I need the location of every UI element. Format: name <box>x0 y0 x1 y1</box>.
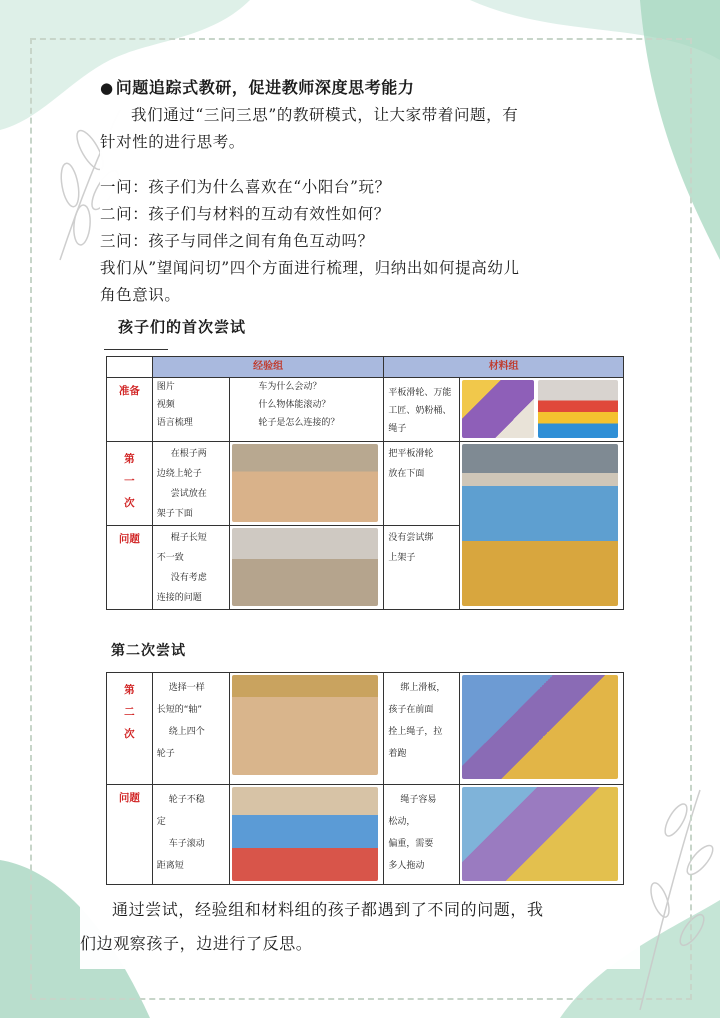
cell-line: 选择一样 <box>168 683 205 693</box>
first-try-title <box>118 316 246 337</box>
second-exp-photo-cell <box>230 673 384 785</box>
cell-line: 松动， <box>388 817 416 827</box>
question-1: 一问：孩子们为什么喜欢在“小阳台”玩？ <box>100 178 391 196</box>
title-underline <box>104 349 168 350</box>
first-try-table <box>106 356 624 610</box>
cell-line: 孩子在前面 <box>388 705 434 715</box>
second-try-table <box>106 672 624 885</box>
cell-line: 棍子长短 <box>170 533 207 543</box>
cell-line: 架子下面 <box>156 509 193 519</box>
cell-line: 长短的“轴” <box>156 705 203 715</box>
cell-line: 没有考虑 <box>170 573 207 583</box>
prep-materials: 平板滑轮、万能工匠、奶粉桶、绳子 <box>384 378 460 442</box>
summary-line: 我们从”望闻问切”四个方面进行梳理，归纳出如何提高幼儿 <box>100 259 520 277</box>
first-issue-exp <box>152 526 230 610</box>
second-issue-exp <box>152 785 230 885</box>
outro-line-cont: 们边观察孩子，边进行了反思。 <box>80 934 313 953</box>
second-issue-mat-photo-cell <box>460 785 624 885</box>
intro-paragraph-cont: 针对性的进行思考。 <box>100 133 245 151</box>
question-3: 三问：孩子与同伴之间有角色互动吗？ <box>100 232 374 250</box>
children-playground-photo <box>462 444 618 606</box>
bullet-icon: ● <box>100 79 114 97</box>
cell-line: 把平板滑轮 <box>388 449 434 459</box>
first-try-title-text: 孩子们的首次尝试 <box>118 318 247 336</box>
first-mat-text <box>384 442 460 526</box>
cell-line: 绕上四个 <box>168 727 205 737</box>
second-issue-photo-cell <box>230 785 384 885</box>
cell-line: 在根子两 <box>170 449 207 459</box>
first-exp-photo-cell <box>230 442 384 526</box>
header-experience-group: 经验组 <box>152 357 384 378</box>
first-exp-text <box>152 442 230 526</box>
row-label-char: 二 <box>124 706 135 718</box>
cell-line: 边绕上轮子 <box>156 469 202 479</box>
cell-line: 着跑 <box>388 749 407 759</box>
cell-line: 定 <box>156 817 166 827</box>
cell-line: 不一致 <box>156 553 184 563</box>
prep-question: 轮子是怎么连接的？ <box>258 418 340 428</box>
cell-line: 连接的问题 <box>156 593 202 603</box>
cell-line: 轮子不稳 <box>168 795 205 805</box>
materials-photo <box>462 380 534 438</box>
prep-question: 什么物体能滚动？ <box>258 400 331 410</box>
first-mat-photo-cell <box>459 442 623 610</box>
children-indoor-photo <box>232 528 378 606</box>
children-building-photo <box>232 444 378 522</box>
cell-line: 绑上滑板， <box>400 683 446 693</box>
cell-line: 拴上绳子，拉 <box>388 727 443 737</box>
row-label-char: 次 <box>124 728 135 740</box>
cell-line: 多人拖动 <box>388 861 425 871</box>
children-pulling-photo <box>462 675 618 779</box>
cell-line: 上架子 <box>388 553 416 563</box>
row-label-char: 第 <box>124 684 135 696</box>
cell-line: 轮子 <box>156 749 175 759</box>
first-issue-mat <box>384 526 460 610</box>
row-label-second <box>107 673 153 785</box>
row-label-char: 第 <box>124 453 135 465</box>
second-exp-text <box>152 673 230 785</box>
cell-line: 尝试放在 <box>170 489 207 499</box>
intro-section <box>100 74 640 304</box>
cell-line: 偏重，需要 <box>388 839 434 849</box>
second-try-title: 第二次尝试 <box>111 643 186 659</box>
row-label-char: 一 <box>124 475 135 487</box>
header-material-group: 材料组 <box>384 357 624 378</box>
section-heading: 问题追踪式教研，促进教师深度思考能力 <box>115 78 415 97</box>
prep-item: 语言梳理 <box>156 418 193 428</box>
second-mat-photo-cell <box>460 673 624 785</box>
intro-paragraph: 我们通过“三问三思”的教研模式，让大家带着问题，有 <box>131 106 519 124</box>
cell-line: 绳子容易 <box>400 795 437 805</box>
materials-photos <box>459 378 623 442</box>
second-issue-mat <box>384 785 460 885</box>
row-label-issue: 问题 <box>107 526 153 610</box>
cell-line: 放在下面 <box>388 469 425 479</box>
row-label-first <box>107 442 153 526</box>
outro-section <box>80 893 640 969</box>
prep-question: 车为什么会动？ <box>258 382 322 392</box>
children-dragging-photo <box>462 787 618 881</box>
row-label-char: 次 <box>124 497 135 509</box>
question-2: 二问：孩子们与材料的互动有效性如何？ <box>100 205 390 223</box>
second-mat-text <box>384 673 460 785</box>
children-wheels-photo <box>232 787 378 881</box>
first-issue-photo-cell <box>230 526 384 610</box>
prep-item: 图片 <box>156 382 175 392</box>
materials-photo <box>538 380 618 438</box>
cell-line: 车子滚动 <box>168 839 205 849</box>
cell-line: 没有尝试绑 <box>388 533 434 543</box>
prep-item: 视频 <box>156 400 175 410</box>
summary-line-cont: 角色意识。 <box>100 286 181 304</box>
row-label-issue-2: 问题 <box>107 785 153 885</box>
prep-items <box>152 378 230 442</box>
cell-line: 距离短 <box>156 861 184 871</box>
outro-line: 通过尝试，经验组和材料组的孩子都遇到了不同的问题，我 <box>112 900 544 919</box>
prep-questions <box>230 378 384 442</box>
children-axle-photo <box>232 675 378 775</box>
row-label-prep: 准备 <box>107 378 153 442</box>
